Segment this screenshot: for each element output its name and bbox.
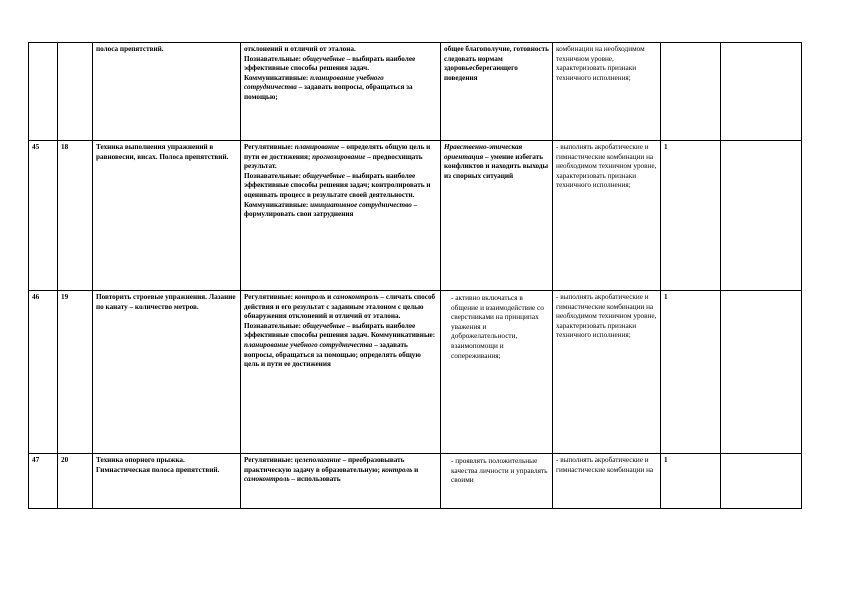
lesson-number-cell: 47 [29,454,58,509]
hours-cell: 1 [661,454,721,509]
lesson-number-cell: 45 [29,141,58,291]
table-row [29,43,802,141]
subject-results-cell: комбинации на необходимом техничном уровне, характеризовать признаки техничного исполнения; [553,43,661,141]
extra-cell [721,141,802,291]
table-row [29,454,802,509]
topic-number-cell [58,43,93,141]
lesson-number-cell: 46 [29,291,58,454]
uud-cell: Регулятивные: планирование – определять общую цель и пути ее достижения; прогнозирование – предвосхищать результат. Познавательные: общеучебные – выбирать наиболее эффективные способы решения задач; контролировать и оценивать процесс в результате своей деятельности. Коммуникативные: инициативное сотрудничество – формулировать свои затруднения [241,141,441,291]
table-row [29,291,802,454]
uud-cell: отклонений и отличий от эталона. Познавательные: общеучебные – выбирать наиболее эффективные способы решения задач. Коммуникативные: планирование учебного сотрудничества – задавать вопросы, обращаться за помощью; [241,43,441,141]
subject-results-cell: - выполнять акробатические и гимнастические комбинации на необходимом техничном уровне, характеризовать признаки техничного исполнения; [553,291,661,454]
topic-cell: Техника выполнения упражнений в равновесии, висах. Полоса препятствий. [93,141,241,291]
personal-results-cell: - проявлять положительные качества личности и управлять своими [441,454,553,509]
hours-cell: 1 [661,141,721,291]
topic-number-cell: 19 [58,291,93,454]
hours-cell [661,43,721,141]
table-row [29,141,802,291]
personal-results-cell: общее благополучие, готовность следовать нормам здоровьесберегающего поведения [441,43,553,141]
lesson-number-cell [29,43,58,141]
personal-results-cell: - активно включаться в общение и взаимодействие со сверстниками на принципах уважения и доброжелательности, взаимопомощи и сопереживания; [441,291,553,454]
uud-cell: Регулятивные: контроль и самоконтроль – сличать способ действия и его результат с заданным эталоном с целью обнаружения отклонений и отличий от эталона. Познавательные: общеучебные – выбирать наиболее эффективные способы решения задач. Коммуникативные: планирование учебного сотрудничества – задавать вопросы, обращаться за помощью; определять общую цель и пути ее достижения [241,291,441,454]
extra-cell [721,291,802,454]
topic-cell: Повторить строевые упражнения. Лазание по канату – количество метров. [93,291,241,454]
personal-results-cell: Нравственно-этическая ориентация – умение избегать конфликтов и находить выходы из спорных ситуаций [441,141,553,291]
hours-cell: 1 [661,291,721,454]
topic-cell: полоса препятствий. [93,43,241,141]
subject-results-cell: - выполнять акробатические и гимнастические комбинации на [553,454,661,509]
topic-number-cell: 18 [58,141,93,291]
topic-cell: Техника опорного прыжка. Гимнастическая полоса препятствий. [93,454,241,509]
lesson-plan-table [28,42,802,509]
uud-cell: Регулятивные: целеполагание – преобразовывать практическую задачу в образовательную; контроль и самоконтроль – использовать [241,454,441,509]
topic-number-cell: 20 [58,454,93,509]
extra-cell [721,454,802,509]
extra-cell [721,43,802,141]
subject-results-cell: - выполнять акробатические и гимнастические комбинации на необходимом техничном уровне, характеризовать признаки техничного исполнения; [553,141,661,291]
